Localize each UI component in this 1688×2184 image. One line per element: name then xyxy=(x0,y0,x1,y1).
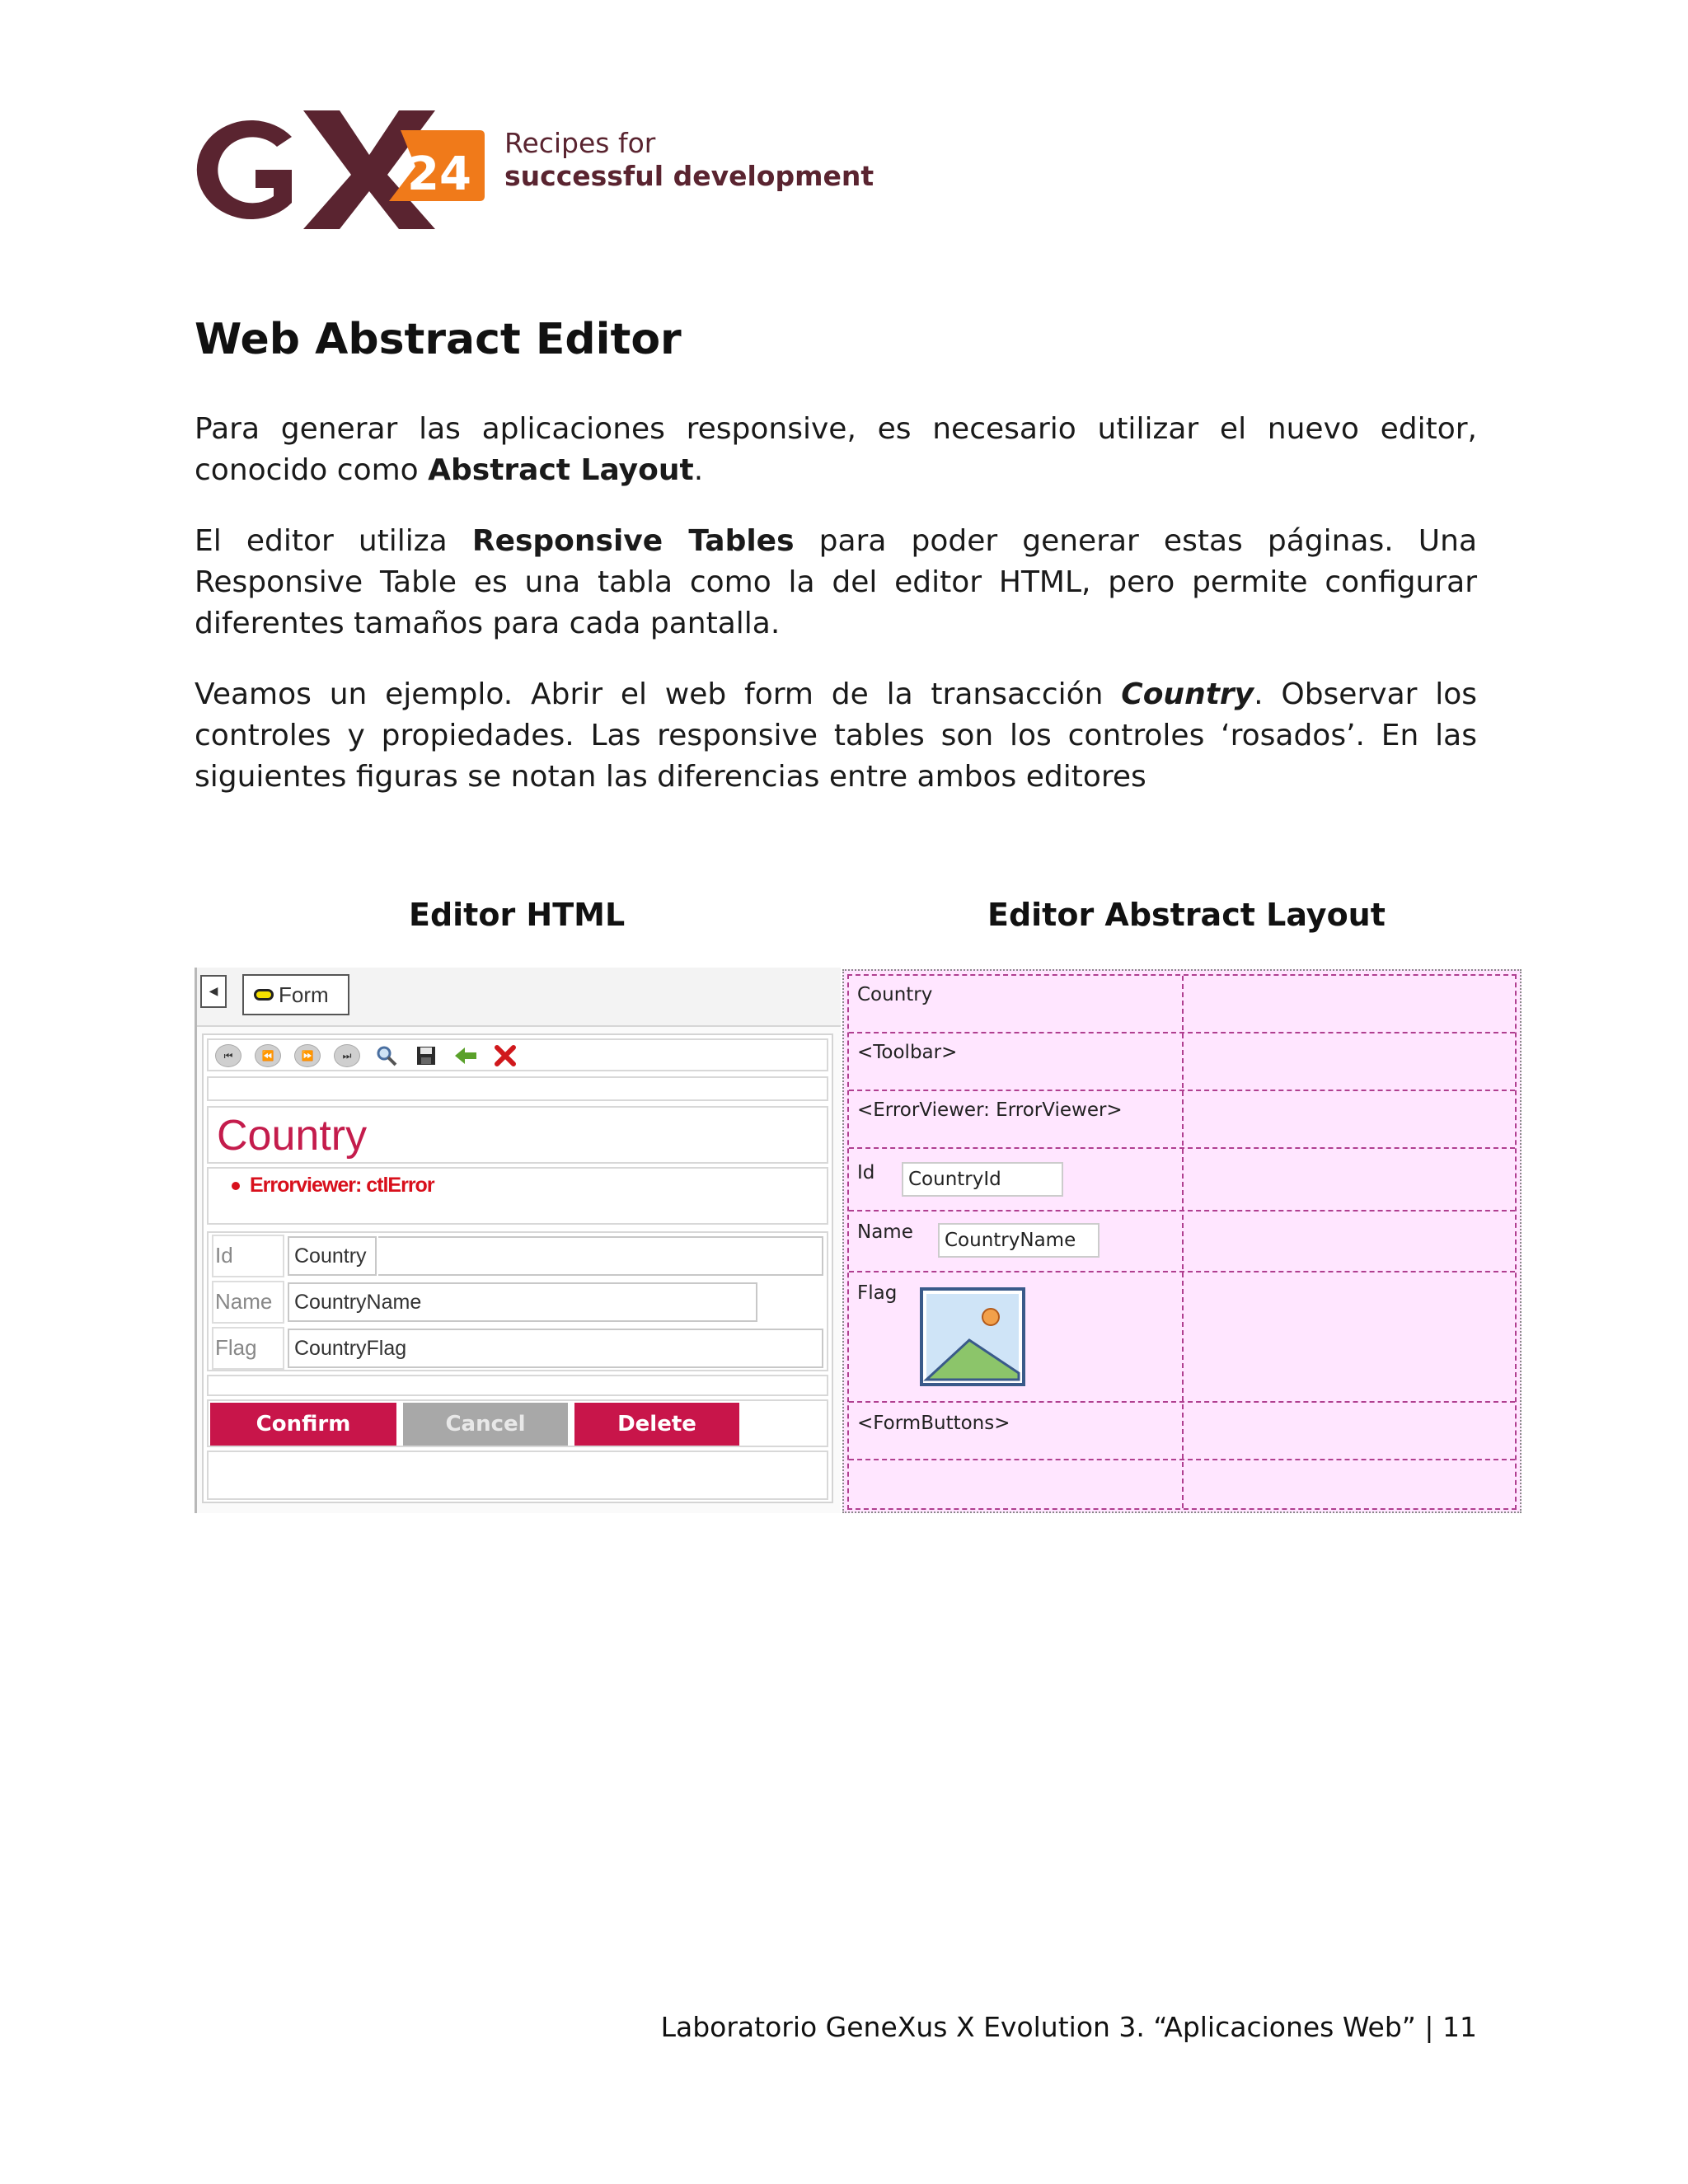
paragraph-3 xyxy=(195,674,1477,798)
abs-name-input[interactable]: CountryName xyxy=(938,1223,1100,1258)
field-flag-label-cell xyxy=(212,1327,284,1370)
page-title: Web Abstract Editor xyxy=(195,315,682,364)
editor-abstract-panel xyxy=(842,969,1522,1513)
row-divider xyxy=(849,1401,1515,1403)
search-icon[interactable] xyxy=(373,1044,400,1067)
column-divider xyxy=(1182,976,1184,1508)
paragraph-3-end: . Observar los controles y propiedades. Las responsive tables son los controles ‘rosados’. En las siguientes figuras se notan las diferencias entre ambos editores xyxy=(195,677,1478,794)
abs-toolbar[interactable]: <Toolbar> xyxy=(857,1042,958,1063)
image-placeholder-icon[interactable] xyxy=(920,1287,1025,1386)
abs-name-label: Name xyxy=(857,1221,913,1243)
paragraph-3-text: Veamos un ejemplo. Abrir el web form de la transacción xyxy=(195,677,1122,711)
editor-html-panel xyxy=(195,968,841,1513)
form-buttons-row xyxy=(207,1399,828,1447)
editor-html-topbar xyxy=(197,968,841,1027)
paragraph-1-text: Para generar las aplicaciones responsive, es necesario utilizar el nuevo editor, conocido como xyxy=(195,412,1477,487)
cancel-button[interactable]: Cancel xyxy=(403,1403,568,1446)
row-divider xyxy=(849,1271,1515,1272)
abs-error-viewer[interactable]: <ErrorViewer: ErrorViewer> xyxy=(857,1099,1123,1121)
error-viewer-text: Errorviewer: ctlError xyxy=(250,1174,434,1197)
previous-record-icon[interactable]: ⏪ xyxy=(255,1044,281,1067)
paragraph-2 xyxy=(195,521,1477,644)
caption-editor-abstract: Editor Abstract Layout xyxy=(987,897,1386,933)
tab-form[interactable] xyxy=(242,974,349,1015)
page-footer: Laboratorio GeneXus X Evolution 3. “Aplicaciones Web” | 11 xyxy=(660,2011,1477,2043)
delete-button[interactable]: Delete xyxy=(574,1403,739,1446)
first-record-icon[interactable]: ⏮ xyxy=(215,1044,241,1067)
blank-row xyxy=(207,1375,828,1396)
row-divider xyxy=(849,1147,1515,1149)
toolbar-icons xyxy=(215,1044,518,1067)
collapse-button[interactable] xyxy=(200,975,227,1008)
tab-form-label: Form xyxy=(279,982,329,1007)
title-row xyxy=(207,1106,828,1164)
abs-id-label: Id xyxy=(857,1162,875,1183)
field-id-cell-filler xyxy=(378,1236,823,1276)
logo-tagline-line1: Recipes for xyxy=(504,127,656,159)
paragraph-2-text: El editor utiliza xyxy=(195,524,472,558)
field-flag-label: Flag xyxy=(215,1335,257,1360)
paragraph-1 xyxy=(195,409,1477,491)
responsive-table xyxy=(847,974,1517,1510)
confirm-button[interactable]: Confirm xyxy=(210,1403,396,1446)
toolbar-row xyxy=(207,1038,828,1071)
caption-editor-html: Editor HTML xyxy=(409,897,626,933)
save-icon[interactable] xyxy=(413,1044,439,1067)
paragraph-2-bold: Responsive Tables xyxy=(471,524,795,558)
gx24-logo xyxy=(195,105,874,229)
field-name-input[interactable]: CountryName xyxy=(288,1282,757,1322)
field-name-label: Name xyxy=(215,1289,273,1314)
form-title: Country xyxy=(217,1112,368,1160)
abs-form-buttons[interactable]: <FormButtons> xyxy=(857,1413,1010,1434)
bottom-row xyxy=(207,1451,828,1500)
web-form-canvas xyxy=(202,1033,833,1503)
field-flag-input[interactable]: CountryFlag xyxy=(288,1329,823,1368)
next-record-icon[interactable]: ⏩ xyxy=(294,1044,321,1067)
paragraph-2-end: para poder generar estas páginas. Una Responsive Table es una tabla como la del editor HTML, pero permite configurar diferentes tamaños para cada pantalla. xyxy=(195,524,1477,640)
abs-id-input[interactable]: CountryId xyxy=(902,1162,1063,1197)
abs-flag-label: Flag xyxy=(857,1282,898,1304)
row-divider xyxy=(849,1090,1515,1091)
logo-number: 24 xyxy=(407,148,471,201)
bullet-icon xyxy=(232,1182,240,1190)
paragraph-1-end: . xyxy=(693,453,704,487)
last-record-icon[interactable]: ⏭ xyxy=(334,1044,360,1067)
paragraph-1-bold: Abstract Layout xyxy=(428,453,694,487)
field-name-label-cell xyxy=(212,1281,284,1324)
chevron-left-icon: ◀ xyxy=(209,985,218,998)
logo-tagline-line2: successful development xyxy=(504,160,874,192)
row-divider xyxy=(849,1032,1515,1033)
delete-x-icon[interactable] xyxy=(492,1044,518,1067)
logo-tagline xyxy=(504,127,874,193)
field-id-label: Id xyxy=(215,1243,233,1268)
row-divider xyxy=(849,1459,1515,1460)
field-id-input[interactable]: Country xyxy=(288,1236,377,1276)
paragraph-3-emphasis: Country xyxy=(1121,677,1254,711)
error-viewer-row xyxy=(207,1167,828,1225)
form-icon xyxy=(254,989,274,1001)
abs-country-text[interactable]: Country xyxy=(857,984,933,1005)
fields-table xyxy=(207,1231,828,1371)
arrow-left-icon[interactable] xyxy=(452,1044,479,1067)
empty-row xyxy=(207,1076,828,1101)
field-id-label-cell xyxy=(212,1235,284,1277)
row-divider xyxy=(849,1210,1515,1212)
